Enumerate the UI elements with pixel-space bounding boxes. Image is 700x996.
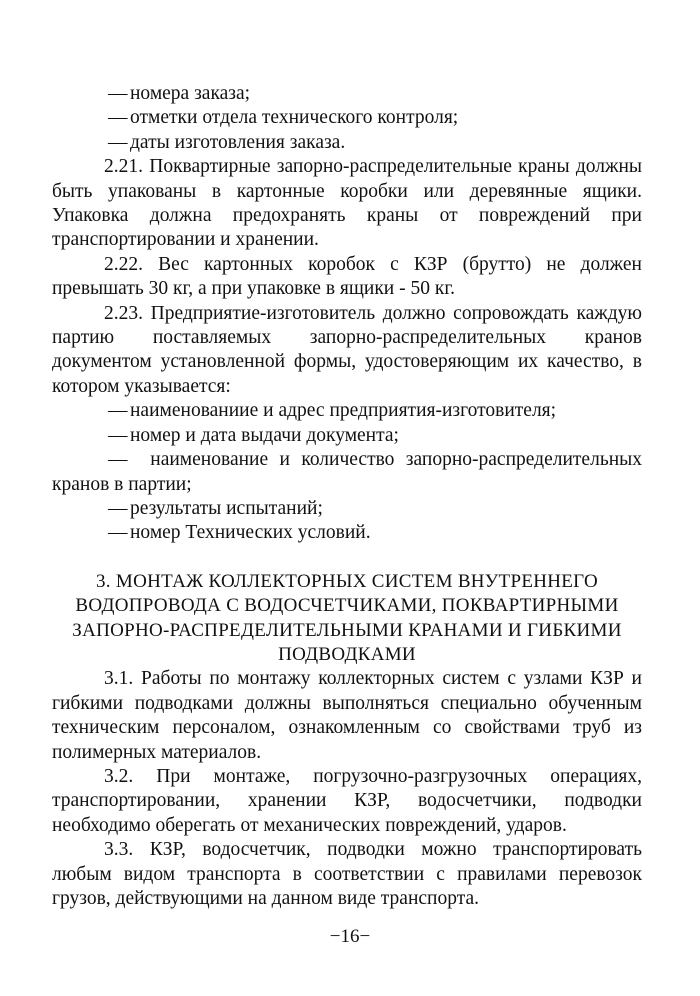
page-number: −16− — [329, 926, 371, 947]
list-item — [52, 131, 642, 155]
list-item-text: наименованиие и адрес предприятия-изготовителя; — [130, 400, 557, 422]
list-item — [52, 497, 642, 521]
dash-glyph: — — [108, 400, 128, 422]
paragraph-2-22: 2.22. Вес картонных коробок с КЗР (брутто) не должен превышать 30 кг, а при упаковке в ящики - 50 кг. — [52, 253, 642, 300]
list-item-text: результаты испытаний; — [130, 497, 323, 519]
dash-glyph: — — [108, 83, 128, 104]
paragraph-2-23: 2.23. Предприятие-изготовитель должно сопровождать каждую партию поставляемых запорно-распределительных кранов документом установленной формы, удостоверяющим их качество, в котором указывается: — [52, 302, 642, 397]
paragraph-3-3: 3.3. КЗР, водосчетчик, подводки можно транспортировать любым видом транспорта в соответствии с правилами перевозок грузов, действующими на данном виде транспорта. — [52, 839, 642, 909]
list-item-text: наименование и количество запорно-распределительных кранов в партии; — [52, 449, 642, 495]
paragraph-2-21: 2.21. Поквартирные запорно-распределительные краны должны быть упакованы в картонные коробки или деревянные ящики. Упаковка должна предохранять краны от повреждений при транспортировании и хранении. — [52, 156, 642, 251]
list-item — [52, 82, 642, 106]
dash-glyph: — — [108, 497, 128, 519]
dash-glyph: — — [108, 522, 128, 544]
list-item — [52, 521, 642, 545]
list-item — [52, 424, 642, 448]
list-item-text: номера заказа; — [130, 83, 251, 104]
list-item-text: отметки отдела технического контроля; — [130, 107, 459, 129]
section-heading: 3. МОНТАЖ КОЛЛЕКТОРНЫХ СИСТЕМ ВНУТРЕННЕГО ВОДОПРОВОДА С ВОДОСЧЕТЧИКАМИ, ПОКВАРТИРНЫМИ ЗАПОРНО-РАСПРЕДЕЛИТЕЛЬНЫМИ КРАНАМИ И ГИБКИМИ ПОДВОДКАМИ — [72, 570, 622, 665]
dash-glyph: — — [108, 424, 128, 446]
dash-glyph: — — [108, 107, 128, 129]
list-item — [52, 399, 642, 423]
paragraph-3-2: 3.2. При монтаже, погрузочно-разгрузочных операциях, транспортировании, хранении КЗР, водосчетчики, подводки необходимо оберегать от механических повреждений, ударов. — [52, 765, 642, 836]
list-item-text: номер и дата выдачи документа; — [130, 424, 399, 446]
list-item-text: номер Технических условий. — [130, 522, 371, 544]
document-page — [52, 82, 642, 911]
paragraph-3-1: 3.1. Работы по монтажу коллекторных систем с узлами КЗР и гибкими подводками должны выполняться специально обученным техническим персоналом, ознакомленным со свойствами труб из полимерных материалов. — [52, 668, 642, 763]
dash-glyph: — — [108, 131, 128, 153]
list-item — [52, 448, 642, 497]
dash-glyph: — — [108, 449, 128, 471]
list-item — [52, 106, 642, 130]
list-item-text: даты изготовления заказа. — [130, 131, 346, 153]
